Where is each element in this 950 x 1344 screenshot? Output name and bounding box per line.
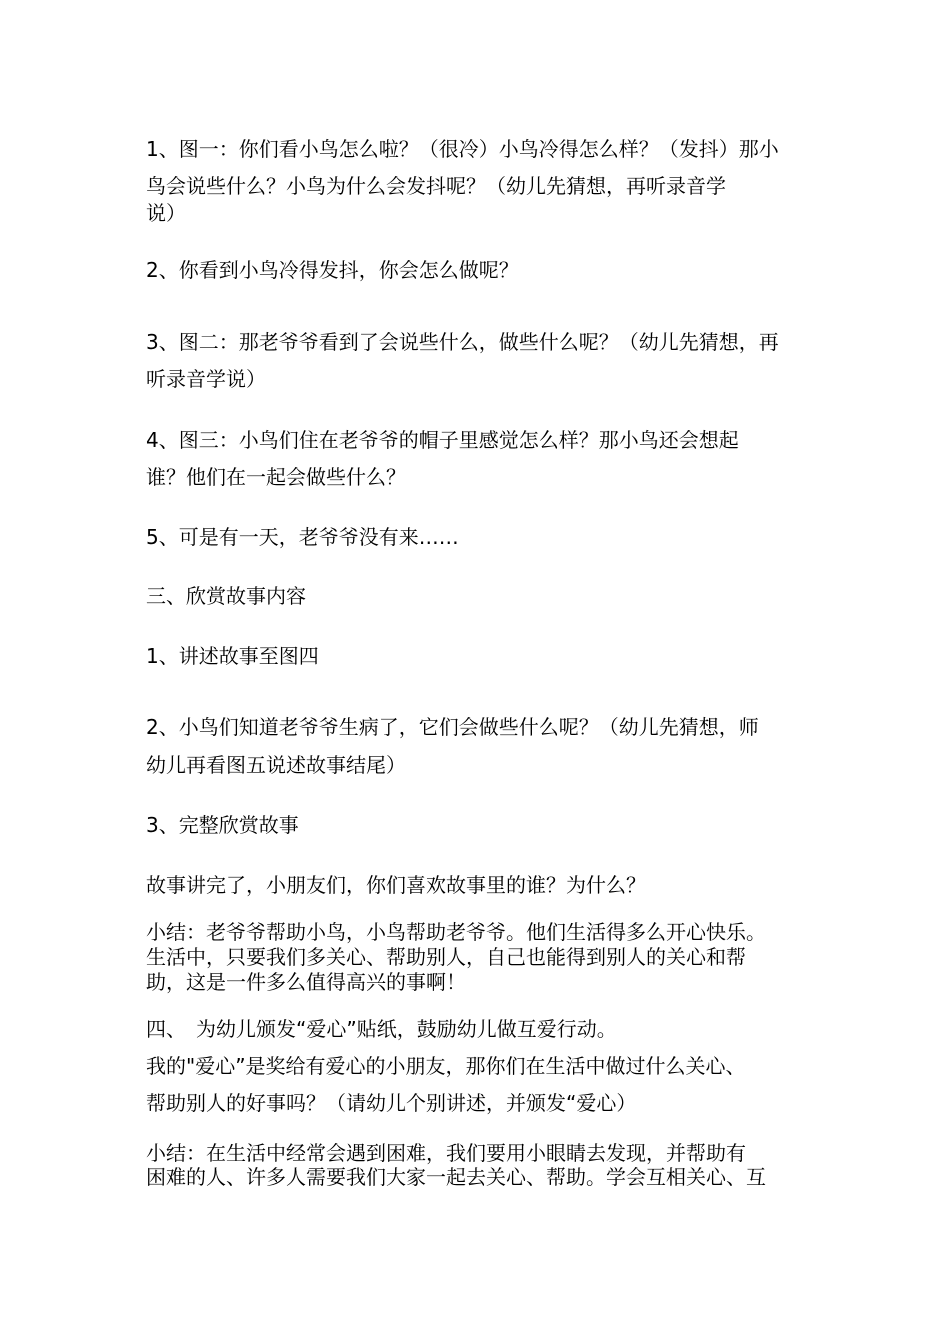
- text-line: 帮助别人的好事吗？（请幼儿个别讲述，并颁发“爱心）: [146, 1091, 637, 1115]
- text-line: 3、图二：那老爷爷看到了会说些什么，做些什么呢？（幼儿先猜想，再: [146, 330, 779, 354]
- text-line: 听录音学说）: [146, 367, 266, 391]
- text-line: 小结：老爷爷帮助小鸟，小鸟帮助老爷爷。他们生活得多么开心快乐。: [146, 920, 766, 944]
- text-line: 1、图一：你们看小鸟怎么啦？（很冷）小鸟冷得怎么样？（发抖）那小: [146, 137, 779, 161]
- text-line: 2、你看到小鸟冷得发抖，你会怎么做呢？: [146, 258, 519, 282]
- section-heading: 三、欣赏故事内容: [146, 584, 306, 608]
- section-heading: 四、 为幼儿颁发“爱心”贴纸，鼓励幼儿做互爱行动。: [146, 1017, 617, 1041]
- text-line: 故事讲完了，小朋友们，你们喜欢故事里的谁？为什么？: [146, 873, 646, 897]
- text-line: 助，这是一件多么值得高兴的事啊！: [146, 970, 466, 994]
- text-line: 我的"爱心”是奖给有爱心的小朋友，那你们在生活中做过什么关心、: [146, 1054, 746, 1078]
- text-line: 谁？他们在一起会做些什么？: [146, 465, 406, 489]
- text-line: 幼儿再看图五说述故事结尾）: [146, 753, 406, 777]
- text-line: 3、完整欣赏故事: [146, 813, 299, 837]
- text-line: 小结：在生活中经常会遇到困难，我们要用小眼睛去发现，并帮助有: [146, 1141, 746, 1165]
- text-line: 1、讲述故事至图四: [146, 644, 319, 668]
- text-line: 2、小鸟们知道老爷爷生病了，它们会做些什么呢？（幼儿先猜想，师: [146, 715, 759, 739]
- text-line: 困难的人、许多人需要我们大家一起去关心、帮助。学会互相关心、互: [146, 1165, 766, 1189]
- text-line: 说）: [146, 201, 186, 225]
- text-line: 4、图三：小鸟们住在老爷爷的帽子里感觉怎么样？那小鸟还会想起: [146, 428, 739, 452]
- text-line: 5、可是有一天，老爷爷没有来……: [146, 525, 459, 549]
- text-line: 生活中，只要我们多关心、帮助别人，自己也能得到别人的关心和帮: [146, 945, 746, 969]
- text-line: 鸟会说些什么？小鸟为什么会发抖呢？（幼儿先猜想，再听录音学: [146, 174, 726, 198]
